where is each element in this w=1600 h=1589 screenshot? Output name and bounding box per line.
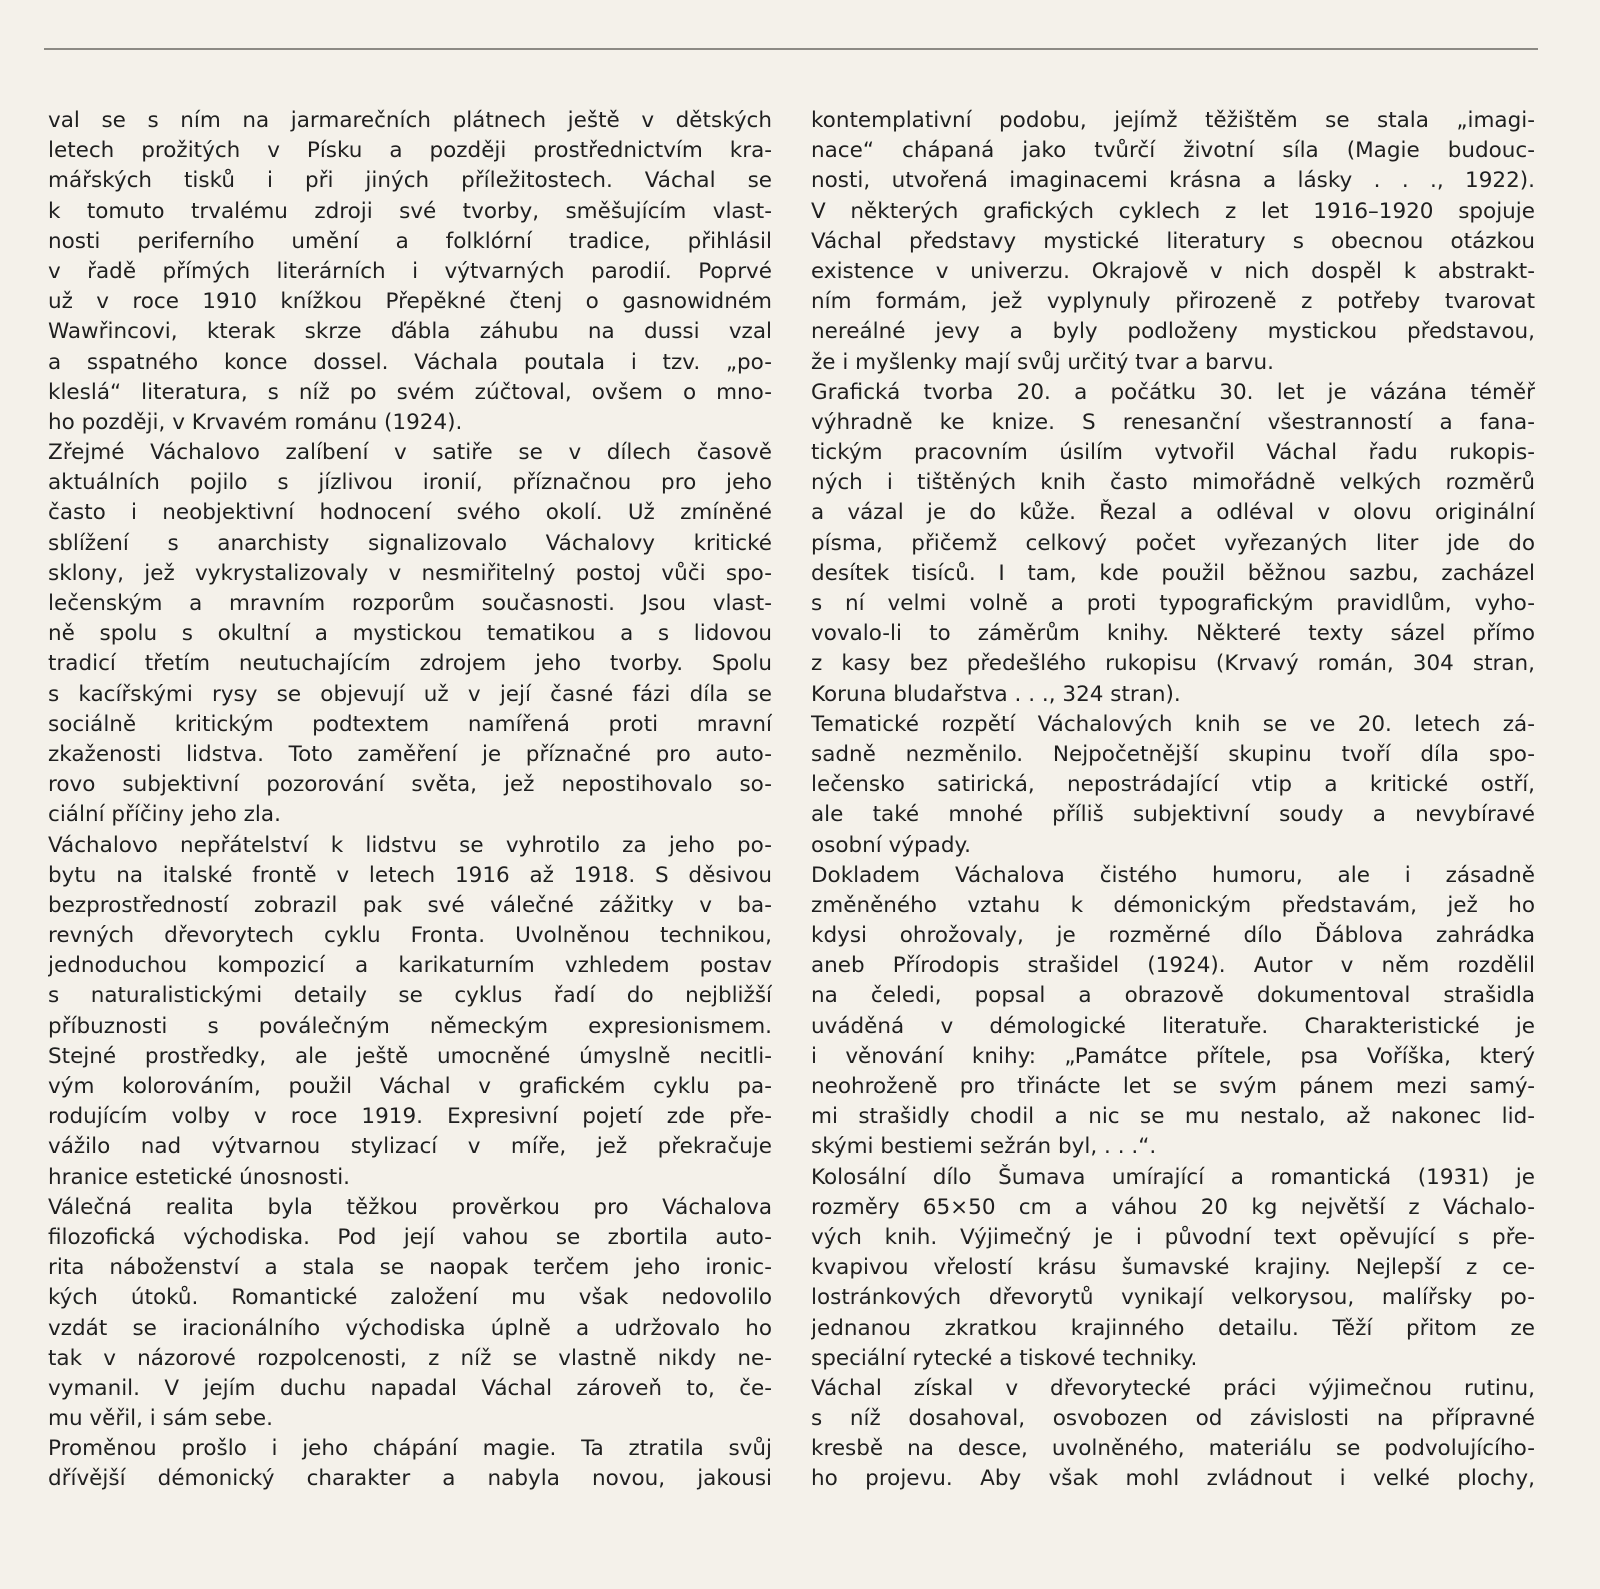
text-line: Zřejmé Váchalovo zalíbení v satiře se v dílech časově [48, 440, 772, 466]
text-line: Válečná realita byla těžkou prověrkou pro Váchalova [48, 1194, 772, 1220]
text-line: na čeledi, popsal a obrazově dokumentoval strašidla [811, 983, 1535, 1009]
text-line: aktuálních pojilo s jízlivou ironií, příznačnou pro jeho [48, 470, 772, 496]
text-line: z kasy bez předešlého rukopisu (Krvavý román, 304 stran, [811, 651, 1535, 677]
text-line: filozofická východiska. Pod její vahou se zbortila auto- [48, 1224, 772, 1250]
text-line: mu věřil, i sám sebe. [48, 1406, 273, 1432]
top-rule [44, 48, 1538, 50]
text-line: Proměnou prošlo i jeho chápání magie. Ta ztratila svůj [48, 1436, 772, 1462]
text-line: zkaženosti lidstva. Toto zaměření je příznačné pro auto- [48, 741, 772, 767]
text-line: rovo subjektivní pozorování světa, jež nepostihovalo so- [48, 772, 772, 798]
text-line: Koruna bludařstva . . ., 324 stran). [811, 681, 1181, 707]
text-line: bezprostředností zobrazil pak své válečné zážitky v ba- [48, 892, 772, 918]
text-line: nosti, utvořená imaginacemi krásna a lásky . . ., 1922). [811, 168, 1535, 194]
text-line: uváděná v démologické literatuře. Charakteristické je [811, 1013, 1535, 1039]
text-line: nace“ chápaná jako tvůrčí životní síla (Magie budouc- [811, 138, 1535, 164]
text-line: kontemplativní podobu, jejímž těžištěm se stala „imagi- [811, 108, 1535, 133]
text-line: Váchalovo nepřátelství k lidstvu se vyhrotilo za jeho po- [48, 832, 772, 858]
text-line: nereálné jevy a byly podloženy mystickou představou, [811, 319, 1535, 345]
text-line: a sspatného konce dossel. Váchala poutala i tzv. „po- [48, 349, 772, 375]
text-line: sklony, jež vykrystalizovaly v nesmiřitelný postoj vůči spo- [48, 560, 772, 586]
text-line: vážilo nad výtvarnou stylizací v míře, jež překračuje [48, 1134, 772, 1160]
text-line: kresbě na desce, uvolněného, materiálu se podvolujícího- [811, 1436, 1535, 1462]
text-line: s ní velmi volně a proti typografickým pravidlům, vyho- [811, 591, 1535, 616]
text-line: změněného vztahu k démonickým představám, jež ho [811, 892, 1535, 918]
text-line: vých knih. Výjimečný je i původní text opěvující s pře- [811, 1224, 1535, 1250]
text-line: vymanil. V jejím duchu napadal Váchal zároveň to, če- [48, 1375, 772, 1401]
text-line: revných dřevorytech cyklu Fronta. Uvolněnou technikou, [48, 923, 772, 949]
text-column-left [48, 106, 772, 1495]
text-line: výhradně ke knize. S renesanční všestranností a fana- [811, 409, 1535, 435]
text-line: ním formám, jež vyplynuly přirozeně z potřeby tvarovat [811, 289, 1535, 315]
text-line: jednoduchou kompozicí a karikaturním vzhledem postav [48, 953, 772, 979]
text-line: mi strašidly chodil a nic se mu nestalo, až nakonec lid- [811, 1104, 1535, 1130]
text-line: sociálně kritickým podtextem namířená proti mravní [48, 711, 772, 737]
text-line: desítek tisíců. I tam, kde použil běžnou sazbu, zacházel [811, 560, 1535, 586]
text-line: příbuznosti s poválečným německým expresionismem. [48, 1013, 772, 1039]
text-line: s kacířskými rysy se objevují už v její časné fázi díla se [48, 681, 772, 707]
text-line: lečenským a mravním rozporům současnosti. Jsou vlast- [48, 591, 772, 616]
text-line: skými bestiemi sežrán byl, . . .“. [811, 1134, 1157, 1160]
text-line: Wawřincovi, kterak skrze ďábla záhubu na dussi vzal [48, 319, 772, 345]
text-line: písma, přičemž celkový počet vyřezaných liter jde do [811, 530, 1535, 556]
text-line: sadně nezměnilo. Nejpočetnější skupinu tvoří díla spo- [811, 741, 1535, 767]
text-line: ciální příčiny jeho zla. [48, 802, 281, 828]
text-line: lostránkových dřevorytů vynikají velkorysou, malířsky po- [811, 1285, 1535, 1311]
text-line: tak v názorové rozpolcenosti, z níž se vlastně nikdy ne- [48, 1345, 772, 1371]
text-line: ale také mnohé příliš subjektivní soudy a nevybíravé [811, 802, 1535, 828]
text-line: vzdát se iracionálního východiska úplně a udržovalo ho [48, 1315, 772, 1341]
text-line: V některých grafických cyklech z let 1916–1920 spojuje [811, 198, 1535, 224]
text-line: mářských tisků i při jiných příležitostech. Váchal se [48, 168, 772, 194]
text-line: ně spolu s okultní a mystickou tematikou a s lidovou [48, 621, 772, 647]
text-line: speciální rytecké a tiskové techniky. [811, 1345, 1198, 1371]
text-line: k tomuto trvalému zdroji své tvorby, směšujícím vlast- [48, 198, 772, 224]
text-line: kdysi ohrožovaly, je rozměrné dílo Ďáblova zahrádka [811, 923, 1535, 949]
text-line: Tematické rozpětí Váchalových knih se ve 20. letech zá- [811, 711, 1535, 737]
text-line: kleslá“ literatura, s níž po svém zúčtoval, ovšem o mno- [48, 379, 772, 405]
text-line: Váchal získal v dřevorytecké práci výjimečnou rutinu, [811, 1375, 1535, 1401]
text-line: vovalo-li to záměrům knihy. Některé texty sázel přímo [811, 621, 1535, 647]
text-line: často i neobjektivní hodnocení svého okolí. Už zmíněné [48, 500, 772, 526]
text-line: vým kolorováním, použil Váchal v grafickém cyklu pa- [48, 1074, 772, 1099]
text-line: tradicí třetím neutuchajícím zdrojem jeho tvorby. Spolu [48, 651, 772, 677]
text-line: kvapivou vřelostí krásu šumavské krajiny. Nejlepší z ce- [811, 1255, 1535, 1281]
text-line: jednanou zkratkou krajinného detailu. Těží přitom ze [811, 1315, 1535, 1341]
text-line: tickým pracovním úsilím vytvořil Váchal řadu rukopis- [811, 440, 1535, 466]
text-line: nosti periferního umění a folklórní tradice, přihlásil [48, 228, 772, 254]
text-line: sblížení s anarchisty signalizovalo Váchalovy kritické [48, 530, 772, 556]
text-line: dřívější démonický charakter a nabyla novou, jakousi [48, 1466, 772, 1492]
text-line: že i myšlenky mají svůj určitý tvar a barvu. [811, 349, 1274, 375]
text-line: ných i tištěných knih často mimořádně velkých rozměrů [811, 470, 1535, 496]
text-line: rozměry 65×50 cm a váhou 20 kg největší z Váchalo- [811, 1194, 1535, 1220]
text-line: i věnování knihy: „Památce přítele, psa Voříška, který [811, 1043, 1535, 1069]
text-line: Váchal představy mystické literatury s obecnou otázkou [811, 228, 1535, 254]
text-line: Dokladem Váchalova čistého humoru, ale i zásadně [811, 862, 1535, 888]
text-line: Stejné prostředky, ale ještě umocněné úmyslně necitli- [48, 1043, 772, 1069]
text-line: Grafická tvorba 20. a počátku 30. let je vázána téměř [811, 379, 1535, 405]
text-line: ho projevu. Aby však mohl zvládnout i velké plochy, [811, 1466, 1535, 1492]
text-line: s naturalistickými detaily se cyklus řadí do nejbližší [48, 983, 772, 1009]
text-line: už v roce 1910 knížkou Přepěkné čtenj o gasnowidném [48, 289, 772, 315]
text-line: existence v univerzu. Okrajově v nich dospěl k abstrakt- [811, 258, 1535, 284]
text-column-right [811, 106, 1535, 1495]
text-line: hranice estetické únosnosti. [48, 1164, 351, 1190]
text-line: letech prožitých v Písku a později prostřednictvím kra- [48, 138, 772, 164]
text-line: bytu na italské frontě v letech 1916 až 1918. S děsivou [48, 862, 772, 888]
text-line: val se s ním na jarmarečních plátnech ještě v dětských [48, 108, 772, 133]
text-line: s níž dosahoval, osvobozen od závislosti na přípravné [811, 1406, 1535, 1432]
text-line: v řadě přímých literárních i výtvarných parodií. Poprvé [48, 258, 772, 284]
text-line: kých útoků. Romantické založení mu však nedovolilo [48, 1285, 772, 1311]
text-line: ho později, v Krvavém románu (1924). [48, 409, 463, 435]
text-line: rodujícím volby v roce 1919. Expresivní pojetí zde pře- [48, 1104, 772, 1130]
text-line: neohroženě pro třinácte let se svým pánem mezi samý- [811, 1074, 1535, 1099]
text-line: a vázal je do kůže. Řezal a odléval v olovu originální [811, 500, 1535, 526]
text-line: lečensko satirická, nepostrádající vtip a kritické ostří, [811, 772, 1535, 798]
text-line: aneb Přírodopis strašidel (1924). Autor v něm rozdělil [811, 953, 1535, 979]
text-line: rita náboženství a stala se naopak terčem jeho ironic- [48, 1255, 772, 1281]
text-line: osobní výpady. [811, 832, 972, 858]
text-line: Kolosální dílo Šumava umírající a romantická (1931) je [811, 1164, 1535, 1190]
